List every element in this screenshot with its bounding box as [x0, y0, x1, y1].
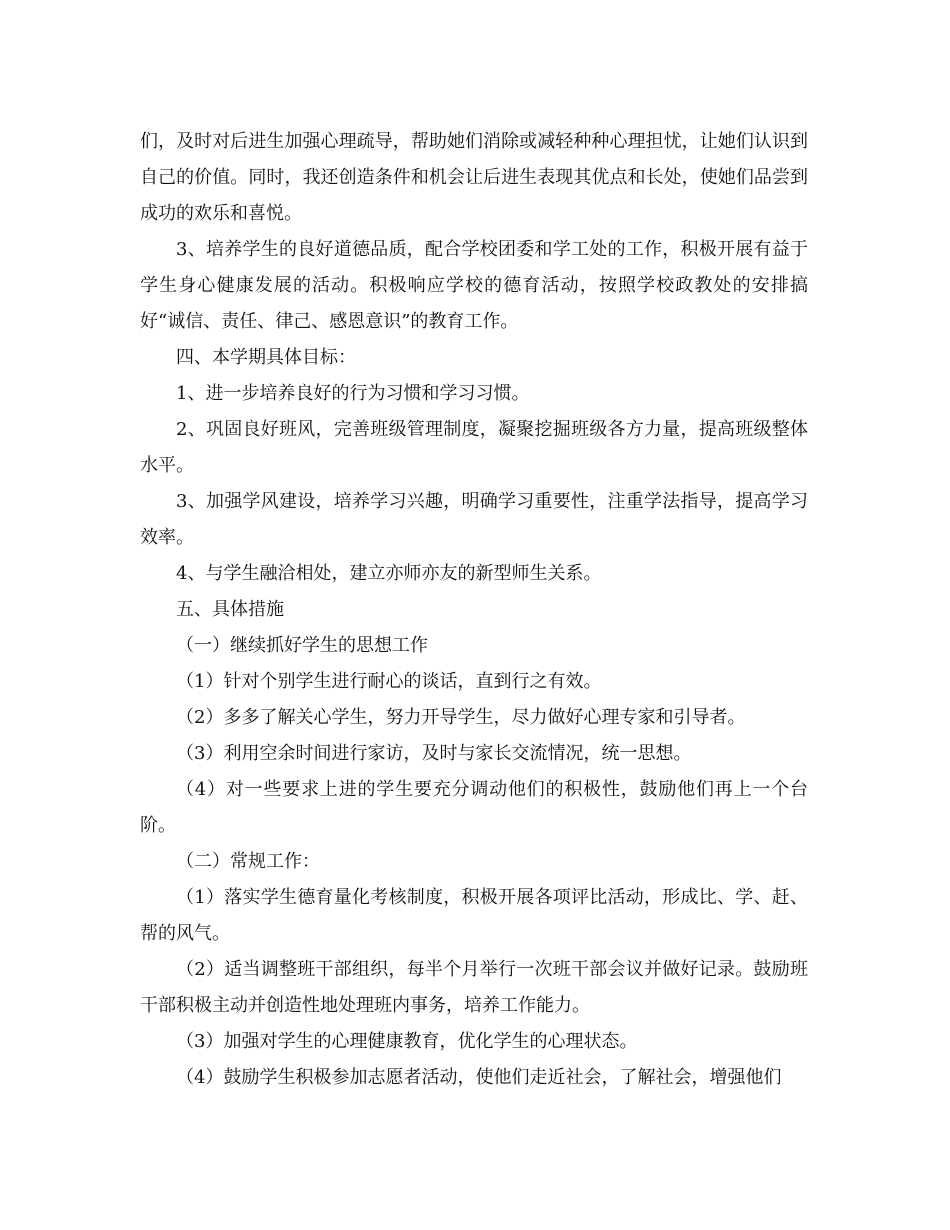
subsection-heading: （一）继续抓好学生的思想工作 — [176, 635, 428, 656]
paragraph: （3）加强对学生的心理健康教育，优化学生的心理状态。 — [176, 1031, 638, 1052]
paragraph: 3、培养学生的良好道德品质，配合学校团委和学工处的工作，积极开展有益于学生身心健康发展的活动。积极响应学校的德育活动，按照学校政教处的安排搞好“诚信、责任、律己、感恩意识”的教育工作。 — [140, 239, 808, 332]
paragraph: （3）利用空余时间进行家访，及时与家长交流情况，统一思想。 — [176, 743, 692, 764]
section-heading: 四、本学期具体目标： — [176, 347, 356, 368]
document-body — [140, 124, 808, 1096]
subsection-heading: （二）常规工作： — [176, 851, 320, 872]
section-heading: 五、具体措施 — [176, 599, 284, 620]
paragraph: 1、进一步培养良好的行为习惯和学习习惯。 — [176, 383, 530, 404]
paragraph: 4、与学生融洽相处，建立亦师亦友的新型师生关系。 — [176, 563, 602, 584]
paragraph: （2）适当调整班干部组织，每半个月举行一次班干部会议并做好记录。鼓励班干部积极主动并创造性地处理班内事务，培养工作能力。 — [140, 959, 808, 1016]
paragraph: 3、加强学风建设，培养学习兴趣，明确学习重要性，注重学法指导，提高学习效率。 — [140, 491, 808, 548]
paragraph: 2、巩固良好班风，完善班级管理制度，凝聚挖掘班级各方力量，提高班级整体水平。 — [140, 419, 808, 476]
paragraph: 们，及时对后进生加强心理疏导，帮助她们消除或减轻种种心理担忧，让她们认识到自己的价值。同时，我还创造条件和机会让后进生表现其优点和长处，使她们品尝到成功的欢乐和喜悦。 — [140, 131, 808, 224]
paragraph: （4）对一些要求上进的学生要充分调动他们的积极性，鼓励他们再上一个台阶。 — [140, 779, 808, 836]
paragraph: （1）针对个别学生进行耐心的谈话，直到行之有效。 — [176, 671, 602, 692]
paragraph: （2）多多了解关心学生，努力开导学生，尽力做好心理专家和引导者。 — [176, 707, 746, 728]
paragraph: （4）鼓励学生积极参加志愿者活动，使他们走近社会，了解社会，增强他们 — [176, 1067, 782, 1088]
paragraph: （1）落实学生德育量化考核制度，积极开展各项评比活动，形成比、学、赶、帮的风气。 — [140, 887, 808, 944]
